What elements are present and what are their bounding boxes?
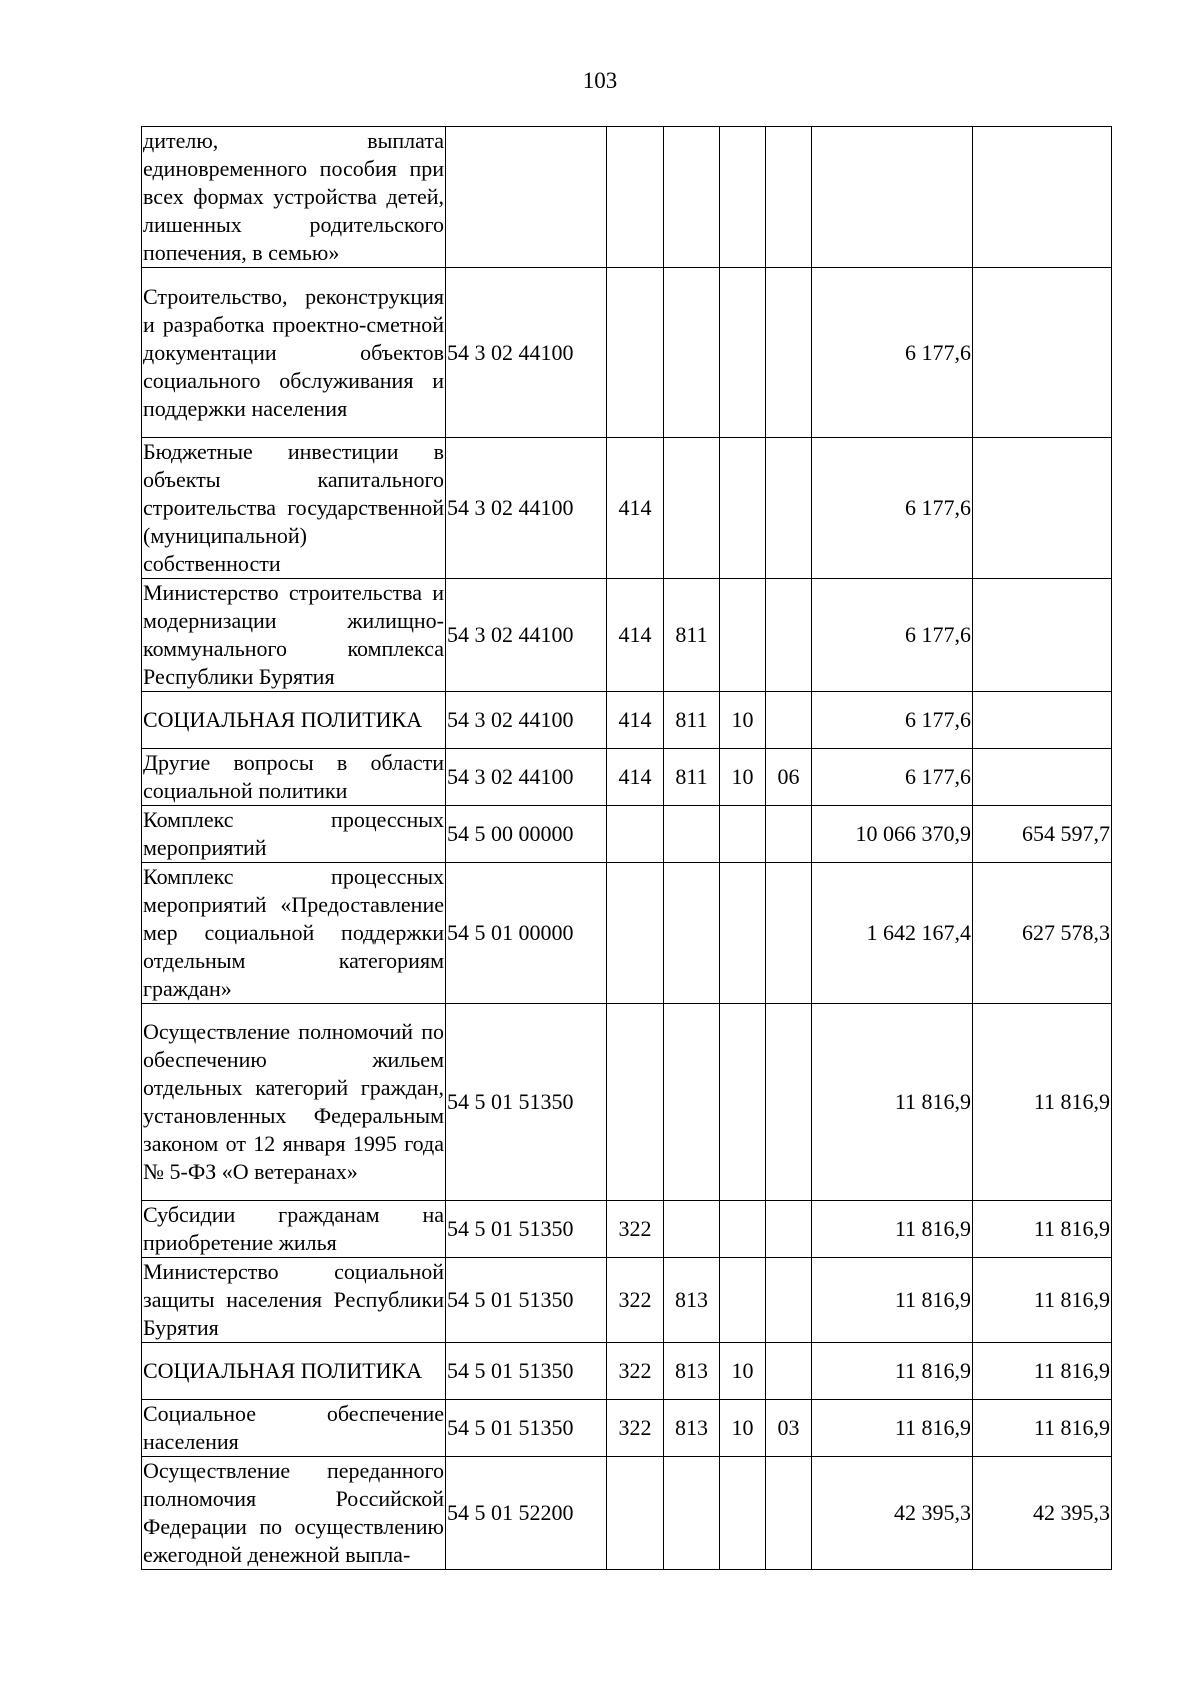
- cell-amount-federal: [973, 692, 1112, 749]
- cell-subsection: [766, 806, 812, 863]
- cell-amount-federal: 627 578,3: [973, 863, 1112, 1004]
- cell-target-article: 54 5 01 52200: [446, 1457, 607, 1570]
- cell-section: [720, 127, 766, 268]
- cell-amount-total: 10 066 370,9: [812, 806, 973, 863]
- cell-expense-type: 322: [607, 1343, 664, 1400]
- cell-section: [720, 438, 766, 579]
- row-name: СОЦИАЛЬНАЯ ПОЛИТИКА: [142, 1343, 446, 1400]
- cell-amount-federal: [973, 579, 1112, 692]
- cell-expense-type: 322: [607, 1258, 664, 1343]
- row-name: Комплекс процессных мероприятий: [142, 806, 446, 863]
- cell-administrator: 811: [664, 692, 720, 749]
- cell-amount-federal: [973, 127, 1112, 268]
- cell-administrator: [664, 1457, 720, 1570]
- table-row: [142, 1004, 1112, 1201]
- cell-section: [720, 806, 766, 863]
- cell-section: 10: [720, 1343, 766, 1400]
- cell-subsection: [766, 268, 812, 438]
- cell-section: [720, 1258, 766, 1343]
- cell-amount-total: 11 816,9: [812, 1400, 973, 1457]
- table-row: [142, 692, 1112, 749]
- cell-target-article: 54 5 01 00000: [446, 863, 607, 1004]
- cell-amount-federal: 11 816,9: [973, 1400, 1112, 1457]
- cell-target-article: 54 3 02 44100: [446, 579, 607, 692]
- cell-amount-federal: 11 816,9: [973, 1004, 1112, 1201]
- cell-expense-type: [607, 268, 664, 438]
- cell-subsection: [766, 692, 812, 749]
- cell-expense-type: 322: [607, 1400, 664, 1457]
- cell-amount-federal: [973, 268, 1112, 438]
- cell-subsection: [766, 438, 812, 579]
- row-name: дителю, выплата единовременного пособия при всех формах устройства детей, лишенных родительского попечения, в семью»: [142, 127, 446, 268]
- table-row: [142, 1457, 1112, 1570]
- table-row: [142, 579, 1112, 692]
- table-row: [142, 127, 1112, 268]
- cell-amount-total: 6 177,6: [812, 438, 973, 579]
- row-name: Министерство строительства и модернизации жилищно-коммунального комплекса Республики Бурятия: [142, 579, 446, 692]
- cell-section: [720, 1457, 766, 1570]
- cell-target-article: 54 5 01 51350: [446, 1201, 607, 1258]
- cell-subsection: [766, 579, 812, 692]
- table-row: [142, 1258, 1112, 1343]
- row-name: Социальное обеспечение населения: [142, 1400, 446, 1457]
- row-name: Строительство, реконструкция и разработка проектно-сметной документации объектов социального обслуживания и поддержки населения: [142, 268, 446, 438]
- table-row: [142, 806, 1112, 863]
- cell-administrator: [664, 1201, 720, 1258]
- cell-amount-federal: 42 395,3: [973, 1457, 1112, 1570]
- cell-administrator: 813: [664, 1258, 720, 1343]
- cell-target-article: 54 5 01 51350: [446, 1258, 607, 1343]
- cell-amount-federal: 11 816,9: [973, 1343, 1112, 1400]
- row-name: Министерство социальной защиты населения Республики Бурятия: [142, 1258, 446, 1343]
- cell-expense-type: [607, 127, 664, 268]
- cell-amount-total: 11 816,9: [812, 1343, 973, 1400]
- cell-expense-type: [607, 1004, 664, 1201]
- cell-subsection: 06: [766, 749, 812, 806]
- cell-expense-type: 414: [607, 438, 664, 579]
- cell-amount-total: 1 642 167,4: [812, 863, 973, 1004]
- cell-administrator: [664, 268, 720, 438]
- cell-amount-total: 6 177,6: [812, 268, 973, 438]
- cell-amount-total: 11 816,9: [812, 1201, 973, 1258]
- cell-target-article: 54 5 01 51350: [446, 1343, 607, 1400]
- cell-section: [720, 579, 766, 692]
- cell-administrator: 811: [664, 579, 720, 692]
- cell-administrator: 813: [664, 1343, 720, 1400]
- cell-target-article: 54 3 02 44100: [446, 268, 607, 438]
- row-name: Другие вопросы в области социальной политики: [142, 749, 446, 806]
- cell-amount-total: 6 177,6: [812, 692, 973, 749]
- cell-section: 10: [720, 692, 766, 749]
- budget-table: [141, 126, 1112, 1570]
- cell-subsection: [766, 1004, 812, 1201]
- cell-subsection: [766, 1457, 812, 1570]
- cell-amount-federal: 11 816,9: [973, 1201, 1112, 1258]
- cell-administrator: 811: [664, 749, 720, 806]
- cell-subsection: [766, 1258, 812, 1343]
- cell-section: [720, 268, 766, 438]
- cell-amount-total: 6 177,6: [812, 749, 973, 806]
- cell-target-article: 54 5 00 00000: [446, 806, 607, 863]
- cell-administrator: [664, 1004, 720, 1201]
- cell-section: [720, 863, 766, 1004]
- cell-amount-federal: [973, 438, 1112, 579]
- cell-amount-total: 11 816,9: [812, 1258, 973, 1343]
- cell-administrator: 813: [664, 1400, 720, 1457]
- table-row: [142, 1343, 1112, 1400]
- cell-administrator: [664, 863, 720, 1004]
- cell-amount-federal: [973, 749, 1112, 806]
- row-name: Осуществление переданного полномочия Российской Федерации по осуществлению ежегодной денежной выпла-: [142, 1457, 446, 1570]
- cell-expense-type: [607, 806, 664, 863]
- cell-amount-total: 6 177,6: [812, 579, 973, 692]
- cell-target-article: 54 3 02 44100: [446, 749, 607, 806]
- table-row: [142, 749, 1112, 806]
- table-row: [142, 863, 1112, 1004]
- cell-subsection: [766, 1343, 812, 1400]
- cell-subsection: 03: [766, 1400, 812, 1457]
- cell-subsection: [766, 863, 812, 1004]
- row-name: Бюджетные инвестиции в объекты капитального строительства государственной (муниципальной) собственности: [142, 438, 446, 579]
- cell-administrator: [664, 127, 720, 268]
- cell-section: [720, 1201, 766, 1258]
- cell-amount-federal: 654 597,7: [973, 806, 1112, 863]
- cell-target-article: 54 5 01 51350: [446, 1004, 607, 1201]
- cell-expense-type: 414: [607, 579, 664, 692]
- cell-administrator: [664, 806, 720, 863]
- cell-expense-type: [607, 1457, 664, 1570]
- cell-section: 10: [720, 1400, 766, 1457]
- cell-subsection: [766, 127, 812, 268]
- cell-amount-total: [812, 127, 973, 268]
- cell-amount-federal: 11 816,9: [973, 1258, 1112, 1343]
- page-number: 103: [582, 68, 618, 93]
- cell-amount-total: 42 395,3: [812, 1457, 973, 1570]
- table-row: [142, 438, 1112, 579]
- cell-expense-type: [607, 863, 664, 1004]
- row-name: Осуществление полномочий по обеспечению жильем отдельных категорий граждан, установленных Федеральным законом от 12 января 1995 года № 5-ФЗ «О ветеранах»: [142, 1004, 446, 1201]
- cell-expense-type: 414: [607, 749, 664, 806]
- table-row: [142, 1400, 1112, 1457]
- table-row: [142, 1201, 1112, 1258]
- row-name: СОЦИАЛЬНАЯ ПОЛИТИКА: [142, 692, 446, 749]
- table-row: [142, 268, 1112, 438]
- cell-target-article: 54 5 01 51350: [446, 1400, 607, 1457]
- cell-expense-type: 322: [607, 1201, 664, 1258]
- row-name: Субсидии гражданам на приобретение жилья: [142, 1201, 446, 1258]
- cell-section: 10: [720, 749, 766, 806]
- cell-subsection: [766, 1201, 812, 1258]
- row-name: Комплекс процессных мероприятий «Предоставление мер социальной поддержки отдельным категориям граждан»: [142, 863, 446, 1004]
- cell-target-article: [446, 127, 607, 268]
- cell-target-article: 54 3 02 44100: [446, 692, 607, 749]
- cell-expense-type: 414: [607, 692, 664, 749]
- cell-amount-total: 11 816,9: [812, 1004, 973, 1201]
- cell-administrator: [664, 438, 720, 579]
- cell-section: [720, 1004, 766, 1201]
- cell-target-article: 54 3 02 44100: [446, 438, 607, 579]
